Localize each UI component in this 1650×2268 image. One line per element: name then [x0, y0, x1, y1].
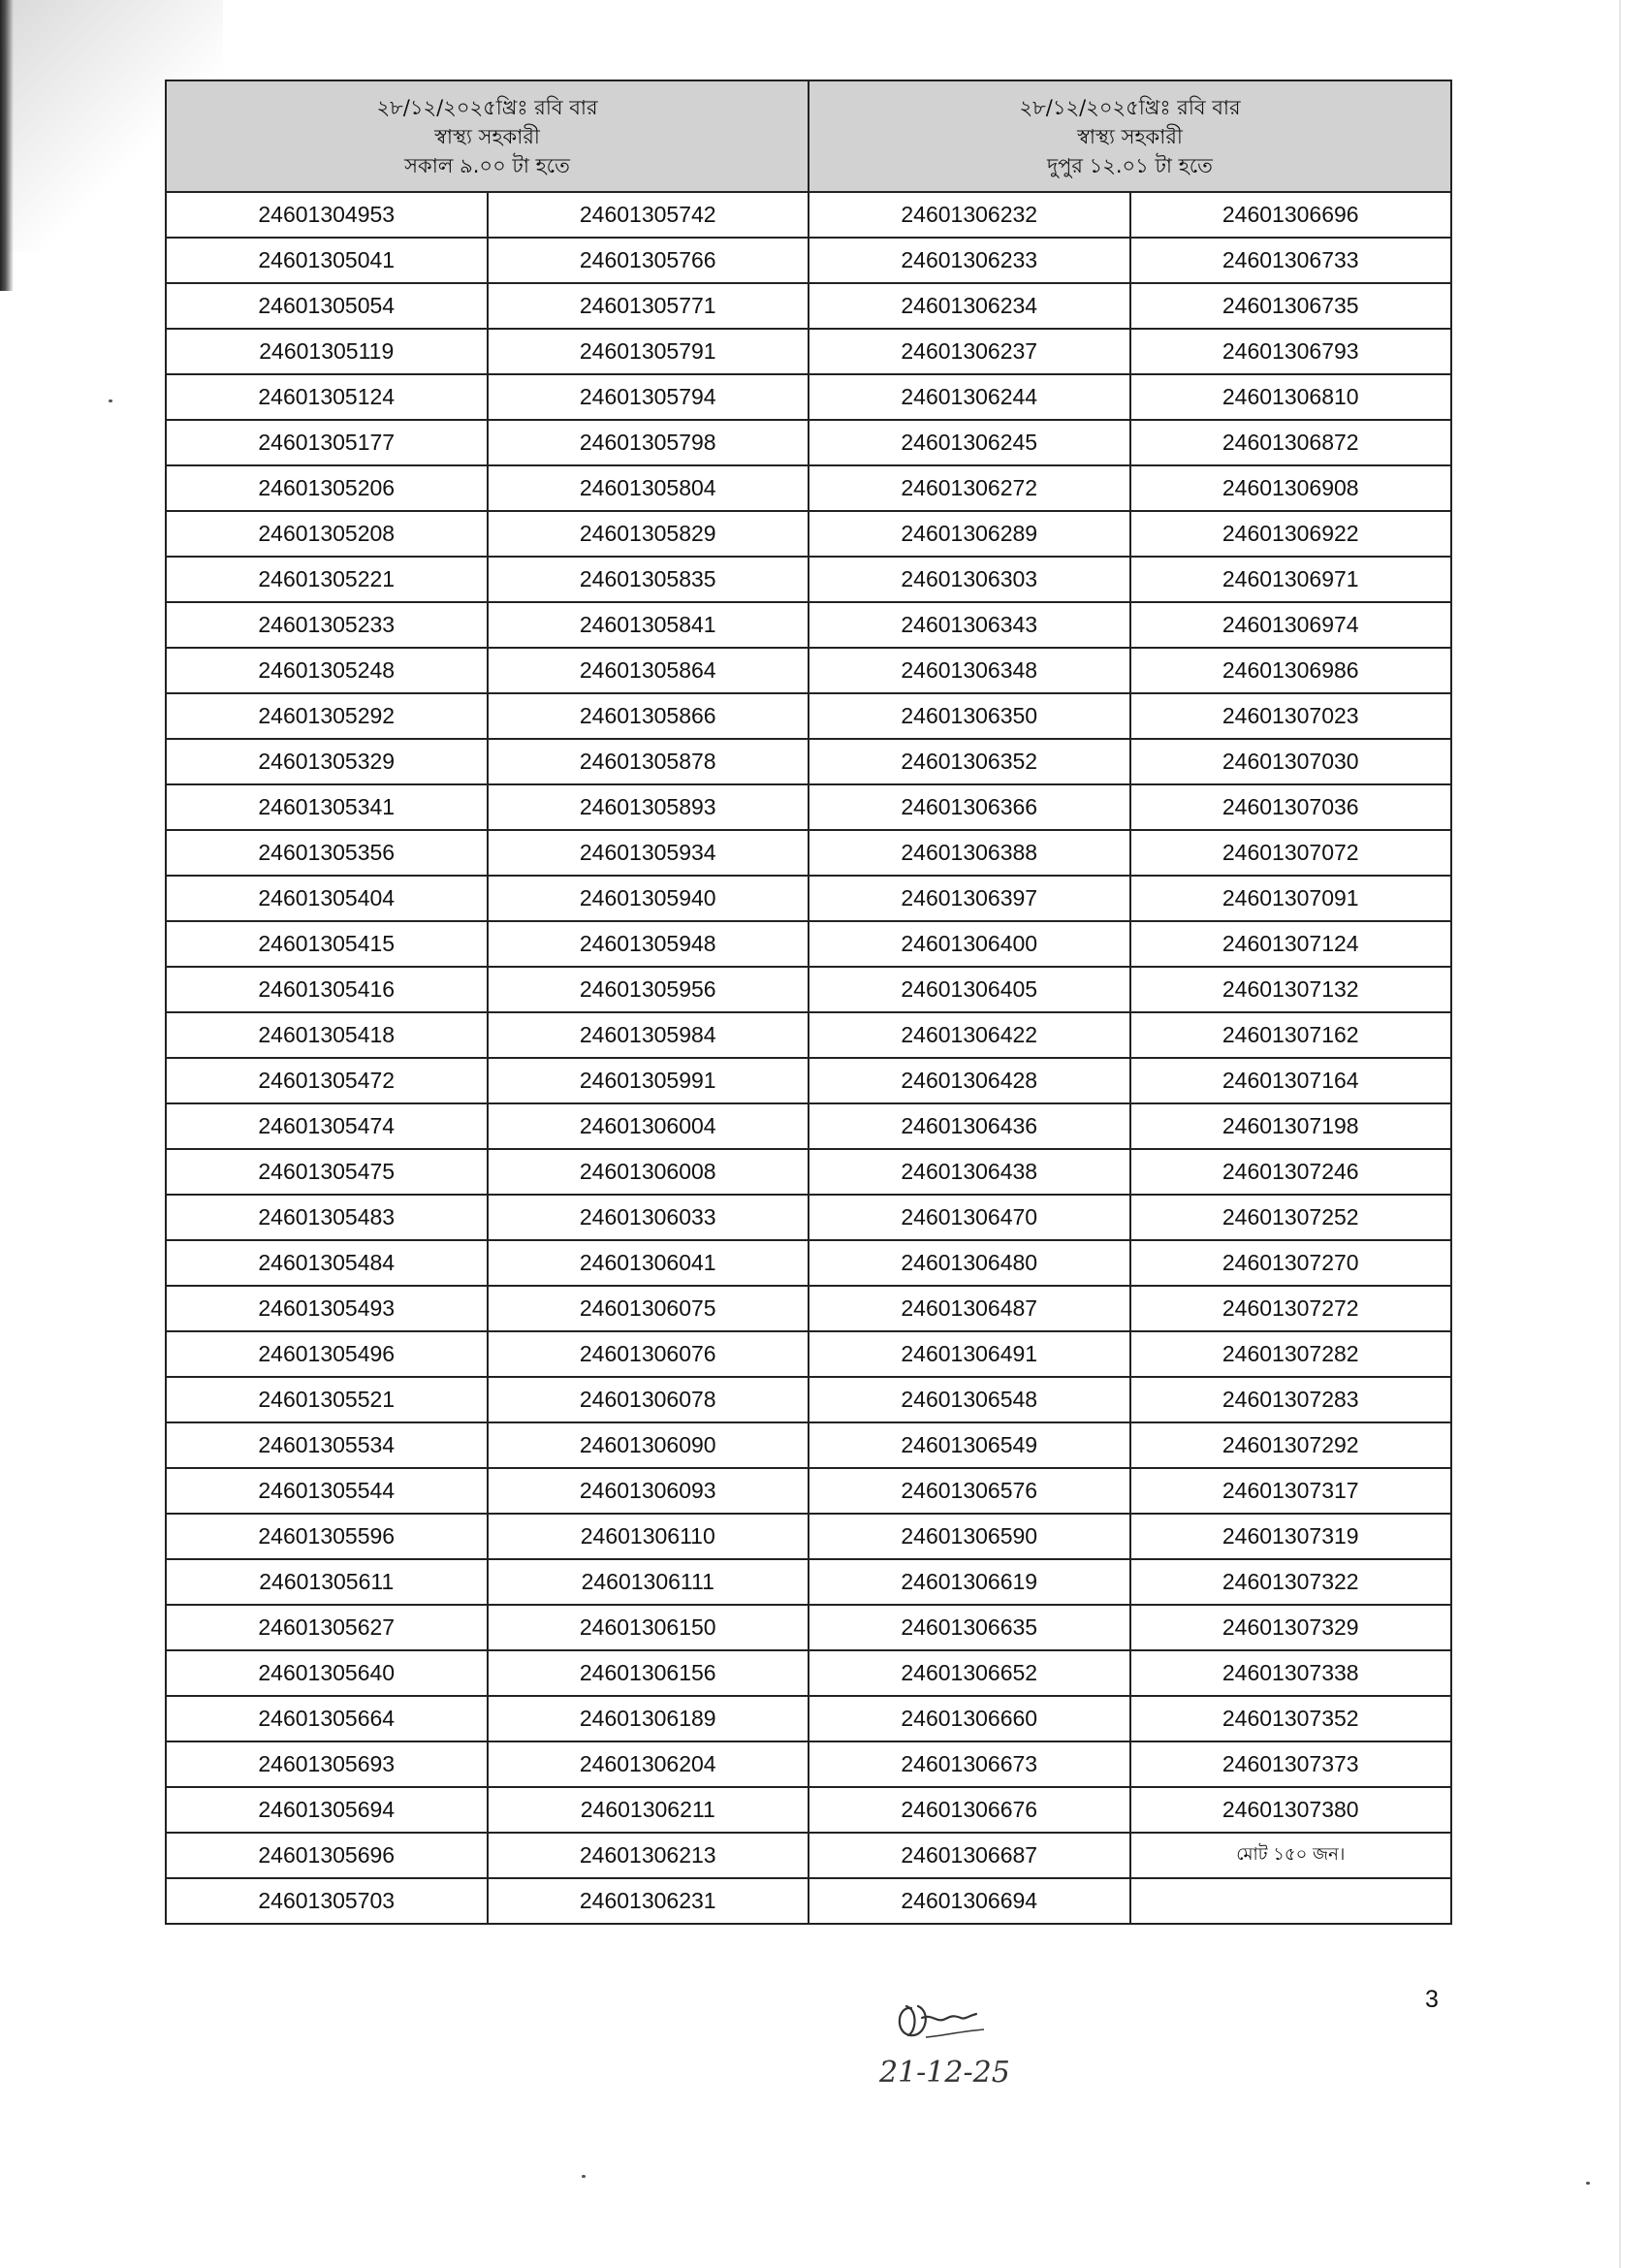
roll-number-cell: 24601307030	[1130, 739, 1452, 784]
roll-number-cell: 24601305415	[166, 921, 488, 967]
roll-number-cell: 24601306041	[488, 1240, 809, 1286]
roll-number-cell: 24601305798	[488, 420, 809, 465]
roll-number-cell: 24601306111	[488, 1559, 809, 1605]
roll-number-cell: 24601305866	[488, 693, 809, 739]
roll-number-cell: 24601305835	[488, 557, 809, 602]
table-row	[166, 876, 1451, 921]
roll-number-cell: 24601306422	[809, 1012, 1130, 1058]
roll-number-cell: 24601306008	[488, 1149, 809, 1195]
roll-number-cell: 24601305474	[166, 1103, 488, 1149]
signature-mark	[868, 1993, 1139, 2099]
table-row	[166, 1833, 1451, 1878]
table-row	[166, 1422, 1451, 1468]
roll-number-cell: 24601305544	[166, 1468, 488, 1514]
roll-number-cell: 24601307380	[1130, 1787, 1452, 1833]
roll-number-cell: 24601306272	[809, 465, 1130, 511]
roll-number-cell: 24601305496	[166, 1331, 488, 1377]
roll-number-cell: 24601306076	[488, 1331, 809, 1377]
roll-number-cell: 24601305221	[166, 557, 488, 602]
roll-number-cell: 24601307283	[1130, 1377, 1452, 1422]
table-row	[166, 1787, 1451, 1833]
roll-number-cell: 24601305841	[488, 602, 809, 648]
table-row	[166, 1058, 1451, 1103]
table-row	[166, 1741, 1451, 1787]
roll-number-cell: 24601306676	[809, 1787, 1130, 1833]
table-row	[166, 1331, 1451, 1377]
roll-number-cell: 24601306549	[809, 1422, 1130, 1468]
roll-number-cell: 24601306635	[809, 1605, 1130, 1650]
roll-number-cell: 24601305208	[166, 511, 488, 557]
roll-number-cell: 24601307198	[1130, 1103, 1452, 1149]
roll-number-cell: 24601306687	[809, 1833, 1130, 1878]
scan-edge	[0, 0, 14, 291]
roll-number-cell: 24601306491	[809, 1331, 1130, 1377]
table-row	[166, 921, 1451, 967]
scan-speck	[582, 2175, 586, 2178]
roll-number-cell: 24601305956	[488, 967, 809, 1012]
roll-number-cell: 24601307338	[1130, 1650, 1452, 1696]
roll-number-cell: 24601305329	[166, 739, 488, 784]
roll-number-cell: 24601305356	[166, 830, 488, 876]
roll-number-cell: 24601305934	[488, 830, 809, 876]
roll-number-cell: 24601306548	[809, 1377, 1130, 1422]
noon-time: দুপুর ১২.০১ টা হতে	[1047, 153, 1213, 177]
roll-number-cell: 24601306694	[809, 1878, 1130, 1924]
page-edge	[1619, 0, 1621, 2268]
table-row	[166, 830, 1451, 876]
roll-number-cell: 24601305611	[166, 1559, 488, 1605]
table-row	[166, 1149, 1451, 1195]
roll-number-cell: 24601305177	[166, 420, 488, 465]
roll-number-cell: 24601305794	[488, 374, 809, 420]
table-header-row	[166, 80, 1451, 192]
roll-number-cell: 24601306156	[488, 1650, 809, 1696]
roll-number-cell: 24601305483	[166, 1195, 488, 1240]
page-number: 3	[1425, 1986, 1439, 2013]
roll-number-cell: 24601307329	[1130, 1605, 1452, 1650]
roll-number-cell: 24601306232	[809, 192, 1130, 238]
morning-date: ২৮/১২/২০২৫খ্রিঃ রবি বার	[376, 95, 598, 119]
table-row	[166, 1468, 1451, 1514]
table-row	[166, 1240, 1451, 1286]
roll-number-cell: 24601307322	[1130, 1559, 1452, 1605]
roll-number-cell: 24601307072	[1130, 830, 1452, 876]
roll-number-cell: 24601306660	[809, 1696, 1130, 1741]
roll-number-cell: 24601307282	[1130, 1331, 1452, 1377]
signature-date: 21-12-25	[879, 2056, 1010, 2090]
table-row	[166, 602, 1451, 648]
roll-number-cell: 24601305119	[166, 329, 488, 374]
roll-number-cell: 24601305041	[166, 238, 488, 283]
roll-number-cell: 24601307352	[1130, 1696, 1452, 1741]
table-row	[166, 192, 1451, 238]
roll-number-cell: 24601305404	[166, 876, 488, 921]
table-row	[166, 1559, 1451, 1605]
roll-number-cell: 24601305878	[488, 739, 809, 784]
roll-number-cell: 24601306093	[488, 1468, 809, 1514]
roll-number-cell: 24601305054	[166, 283, 488, 329]
roll-number-cell: 24601306348	[809, 648, 1130, 693]
table-row	[166, 1696, 1451, 1741]
table-row	[166, 1195, 1451, 1240]
table-row	[166, 511, 1451, 557]
roll-number-cell: 24601306810	[1130, 374, 1452, 420]
roll-number-cell: 24601307124	[1130, 921, 1452, 967]
table-row	[166, 420, 1451, 465]
roll-number-cell: 24601305703	[166, 1878, 488, 1924]
roll-number-cell: 24601306470	[809, 1195, 1130, 1240]
roll-number-cell: 24601306576	[809, 1468, 1130, 1514]
roll-number-cell: 24601305804	[488, 465, 809, 511]
roll-number-cell: 24601306289	[809, 511, 1130, 557]
total-count-cell: মোট ১৫০ জন।	[1130, 1833, 1452, 1878]
table-row	[166, 465, 1451, 511]
table-row	[166, 374, 1451, 420]
table-row	[166, 329, 1451, 374]
roll-number-cell: 24601305766	[488, 238, 809, 283]
roll-number-cell: 24601305484	[166, 1240, 488, 1286]
roll-number-cell: 24601306237	[809, 329, 1130, 374]
roll-number-cell: 24601305991	[488, 1058, 809, 1103]
roll-number-cell: 24601307162	[1130, 1012, 1452, 1058]
roll-number-cell: 24601305416	[166, 967, 488, 1012]
roll-number-cell: 24601305627	[166, 1605, 488, 1650]
roll-number-table	[165, 80, 1452, 1925]
roll-number-cell: 24601306245	[809, 420, 1130, 465]
roll-number-cell: 24601306388	[809, 830, 1130, 876]
roll-number-cell: 24601305341	[166, 784, 488, 830]
roll-number-cell: 24601305940	[488, 876, 809, 921]
roll-number-cell: 24601306487	[809, 1286, 1130, 1331]
roll-number-cell: 24601306352	[809, 739, 1130, 784]
roll-number-cell: 24601306033	[488, 1195, 809, 1240]
roll-number-cell: 24601307132	[1130, 967, 1452, 1012]
morning-time: সকাল ৯.০০ টা হতে	[404, 153, 570, 177]
roll-number-cell: 24601306303	[809, 557, 1130, 602]
roll-number-cell: 24601306735	[1130, 283, 1452, 329]
table-row	[166, 1514, 1451, 1559]
roll-number-cell: 24601305292	[166, 693, 488, 739]
roll-number-cell: 24601306986	[1130, 648, 1452, 693]
roll-number-cell: 24601307252	[1130, 1195, 1452, 1240]
roll-number-cell: 24601305233	[166, 602, 488, 648]
roll-number-cell: 24601306204	[488, 1741, 809, 1787]
roll-number-cell: 24601306590	[809, 1514, 1130, 1559]
roll-number-cell: 24601306793	[1130, 329, 1452, 374]
roll-number-cell: 24601306233	[809, 238, 1130, 283]
roll-number-cell: 24601307270	[1130, 1240, 1452, 1286]
table-row	[166, 967, 1451, 1012]
roll-number-cell: 24601305640	[166, 1650, 488, 1696]
roll-number-cell: 24601305948	[488, 921, 809, 967]
roll-number-cell: 24601306150	[488, 1605, 809, 1650]
roll-number-cell: 24601305664	[166, 1696, 488, 1741]
table-row	[166, 557, 1451, 602]
roll-number-cell: 24601305521	[166, 1377, 488, 1422]
roll-number-cell: 24601306733	[1130, 238, 1452, 283]
roll-number-cell: 24601306971	[1130, 557, 1452, 602]
roll-number-cell: 24601306438	[809, 1149, 1130, 1195]
roll-number-cell: 24601305418	[166, 1012, 488, 1058]
roll-number-cell: 24601306872	[1130, 420, 1452, 465]
roll-number-cell: 24601307091	[1130, 876, 1452, 921]
roll-number-cell: 24601305493	[166, 1286, 488, 1331]
roll-number-cell: 24601306652	[809, 1650, 1130, 1696]
table-row	[166, 1286, 1451, 1331]
roll-number-cell: 24601307246	[1130, 1149, 1452, 1195]
roll-number-cell: 24601307036	[1130, 784, 1452, 830]
roll-number-cell: 24601306211	[488, 1787, 809, 1833]
table-row	[166, 1012, 1451, 1058]
roll-number-cell: 24601305864	[488, 648, 809, 693]
scan-speck	[109, 399, 112, 402]
roll-number-cell: 24601305771	[488, 283, 809, 329]
roll-number-cell: 24601305742	[488, 192, 809, 238]
noon-date: ২৮/১২/২০২৫খ্রিঃ রবি বার	[1019, 95, 1241, 119]
roll-number-cell: 24601305206	[166, 465, 488, 511]
roll-number-cell: 24601305791	[488, 329, 809, 374]
table-row	[166, 693, 1451, 739]
roll-number-cell: 24601306480	[809, 1240, 1130, 1286]
morning-session-header	[166, 80, 809, 192]
roll-number-cell: 24601307373	[1130, 1741, 1452, 1787]
roll-number-cell: 24601306619	[809, 1559, 1130, 1605]
roll-number-cell: 24601305984	[488, 1012, 809, 1058]
roll-number-cell: 24601306400	[809, 921, 1130, 967]
roll-number-cell: 24601306078	[488, 1377, 809, 1422]
roll-number-cell: 24601306234	[809, 283, 1130, 329]
table-row	[166, 283, 1451, 329]
roll-number-cell: 24601306090	[488, 1422, 809, 1468]
roll-number-cell: 24601307292	[1130, 1422, 1452, 1468]
roll-number-cell: 24601305475	[166, 1149, 488, 1195]
roll-number-cell: 24601307164	[1130, 1058, 1452, 1103]
roll-number-cell: 24601306350	[809, 693, 1130, 739]
roll-number-cell: 24601305829	[488, 511, 809, 557]
signature	[868, 1993, 1139, 2099]
roll-number-cell: 24601305693	[166, 1741, 488, 1787]
roll-number-cell: 24601305596	[166, 1514, 488, 1559]
roll-number-cell: 24601306343	[809, 602, 1130, 648]
roll-number-cell: 24601306244	[809, 374, 1130, 420]
roll-number-cell: 24601306696	[1130, 192, 1452, 238]
roll-number-cell: 24601307319	[1130, 1514, 1452, 1559]
roll-number-cell: 24601305694	[166, 1787, 488, 1833]
roll-number-cell: 24601305534	[166, 1422, 488, 1468]
table-row	[166, 1103, 1451, 1149]
roll-number-cell: 24601307023	[1130, 693, 1452, 739]
table-row	[166, 784, 1451, 830]
roll-number-cell: 24601306405	[809, 967, 1130, 1012]
table-row	[166, 238, 1451, 283]
roll-number-cell: 24601306231	[488, 1878, 809, 1924]
table-row	[166, 1650, 1451, 1696]
roll-number-cell: 24601306213	[488, 1833, 809, 1878]
noon-session-header	[809, 80, 1451, 192]
table-body	[166, 192, 1451, 1924]
noon-post: স্বাস্থ্য সহকারী	[1077, 124, 1183, 148]
table-row	[166, 1878, 1451, 1924]
roll-number-cell: 24601306922	[1130, 511, 1452, 557]
roll-number-cell: 24601306189	[488, 1696, 809, 1741]
roll-number-cell: 24601305248	[166, 648, 488, 693]
table-row	[166, 739, 1451, 784]
roll-number-cell: 24601306110	[488, 1514, 809, 1559]
roll-number-cell: 24601306428	[809, 1058, 1130, 1103]
roll-number-cell: 24601305696	[166, 1833, 488, 1878]
roll-number-cell	[1130, 1878, 1452, 1924]
roll-number-cell: 24601305124	[166, 374, 488, 420]
table-row	[166, 1605, 1451, 1650]
roll-number-cell: 24601306004	[488, 1103, 809, 1149]
roll-number-cell: 24601306075	[488, 1286, 809, 1331]
roll-number-cell: 24601306436	[809, 1103, 1130, 1149]
table-row	[166, 1377, 1451, 1422]
roll-number-cell: 24601307272	[1130, 1286, 1452, 1331]
roll-number-cell: 24601307317	[1130, 1468, 1452, 1514]
scan-speck	[1586, 2182, 1590, 2185]
morning-post: স্বাস্থ্য সহকারী	[434, 124, 540, 148]
roll-number-cell: 24601305893	[488, 784, 809, 830]
roll-number-cell: 24601306974	[1130, 602, 1452, 648]
roll-number-cell: 24601306397	[809, 876, 1130, 921]
roll-number-cell: 24601305472	[166, 1058, 488, 1103]
roll-number-cell: 24601304953	[166, 192, 488, 238]
roll-number-cell: 24601306908	[1130, 465, 1452, 511]
roll-number-cell: 24601306673	[809, 1741, 1130, 1787]
table-row	[166, 648, 1451, 693]
roll-number-cell: 24601306366	[809, 784, 1130, 830]
